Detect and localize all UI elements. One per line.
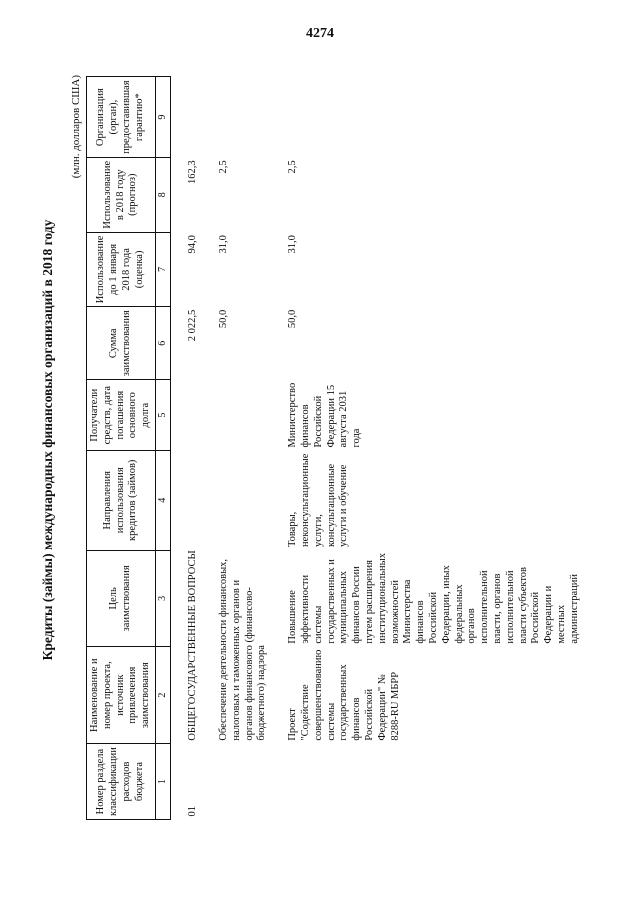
- project-recipients: Министерство финансов Российской Федерации 15 августа 2031 года: [287, 382, 363, 448]
- section-total-amount: 2 022,5: [187, 309, 199, 342]
- project-directions: Товары, неконсультационные услуги, консультационные услуги и обучение: [287, 453, 350, 548]
- page-number: 4274: [306, 26, 334, 41]
- subsection-amount: 50,0: [217, 309, 229, 329]
- column-number: 5: [155, 380, 170, 451]
- column-number: 1: [155, 744, 170, 820]
- header-used-before: Использование до 1 января 2018 года (оценка): [87, 232, 156, 307]
- project-amount: 50,0: [287, 309, 299, 329]
- column-number: 4: [155, 451, 170, 550]
- header-amount: Сумма заимствования: [87, 307, 156, 380]
- header-recipients: Получатели средств, дата погашения основного долга: [87, 380, 156, 451]
- project-row: [285, 77, 583, 820]
- loans-table: [86, 76, 583, 820]
- project-used-before: 31,0: [287, 235, 299, 254]
- header-borrowing-goal: Цель заимствования: [87, 550, 156, 647]
- section-total-used-before: 94,0: [187, 235, 199, 254]
- project-name: Проект "Содействие совершенствованию системы государственных финансов Российской Федерации" № 8288-RU МБРР: [287, 649, 401, 741]
- subsection-row: [216, 77, 271, 820]
- column-number: 3: [155, 550, 170, 647]
- project-goal: Повышение эффективности системы государственных и муниципальных финансов России путем расширения институциональных возможностей Министерства финансов Российской Федерации, иных федеральных органов исполнительной власти, органов исполнительной власти субъектов Российской Федерации и местных администраций: [287, 553, 580, 644]
- section-name: ОБЩЕГОСУДАРСТВЕННЫЕ ВОПРОСЫ: [187, 550, 199, 741]
- project-guarantor: [285, 77, 583, 157]
- subsection-used-2018: 2,5: [217, 160, 229, 174]
- header-directions: Направления использования кредитов (займов): [87, 451, 156, 550]
- column-number: 8: [155, 157, 170, 232]
- section-code: 01: [187, 806, 199, 817]
- project-used-2018: 2,5: [287, 160, 299, 174]
- subsection-used-before: 31,0: [217, 235, 229, 254]
- subsection-name: Обеспечение деятельности финансовых, налоговых и таможенных органов и органов финансового (финансово-бюджетного) надзора: [217, 558, 268, 741]
- column-number: 7: [155, 232, 170, 307]
- header-section-number: Номер раздела классификации расходов бюджета: [87, 744, 156, 820]
- column-number: 2: [155, 647, 170, 744]
- section-total-used-2018: 162,3: [187, 160, 199, 184]
- header-row: [87, 77, 156, 820]
- document-title: Кредиты (займы) международных финансовых организаций в 2018 году: [40, 219, 55, 661]
- rotated-table-page: [40, 60, 600, 820]
- column-number-row: [155, 77, 170, 820]
- header-used-2018: Использование в 2018 году (прогноз): [87, 157, 156, 232]
- units-note: (млн. долларов США): [70, 75, 82, 179]
- header-project-name: Наименование и номер проекта, источник привлечения заимствования: [87, 647, 156, 744]
- section-row: [185, 77, 202, 820]
- column-number: 9: [155, 77, 170, 157]
- column-number: 6: [155, 307, 170, 380]
- header-guarantor: Организация (орган), предоставившая гарантию*: [87, 77, 156, 157]
